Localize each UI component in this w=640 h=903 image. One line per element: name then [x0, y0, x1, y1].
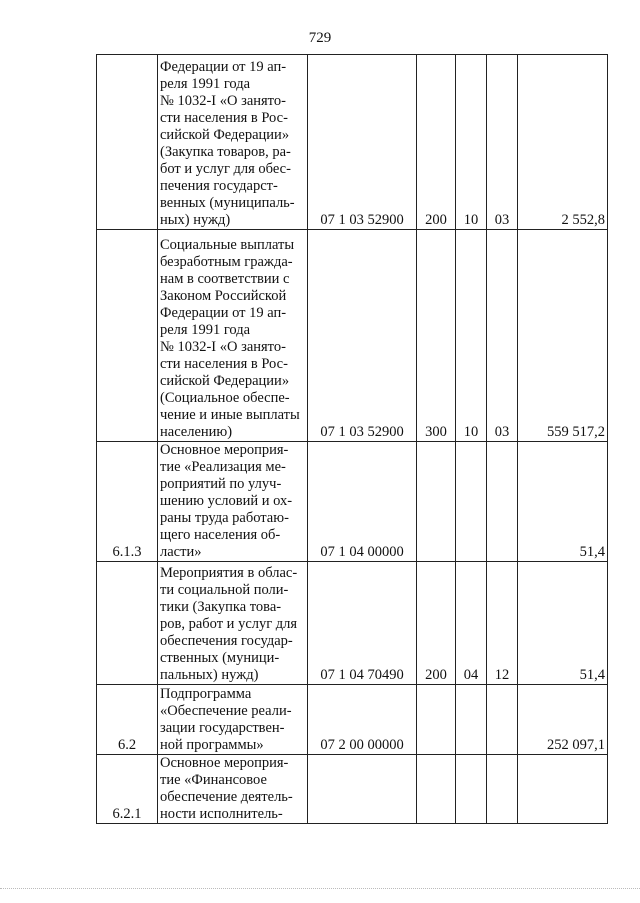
row-number: 6.2.1 — [97, 755, 158, 824]
table-row — [97, 562, 608, 685]
expense-type-code: 300 — [417, 230, 456, 442]
target-article-code: 07 1 04 70490 — [308, 562, 417, 685]
section-code: 10 — [456, 55, 487, 230]
section-code: 04 — [456, 562, 487, 685]
table-row — [97, 442, 608, 562]
expense-type-code — [417, 685, 456, 755]
row-number: 6.1.3 — [97, 442, 158, 562]
amount — [518, 755, 608, 824]
row-description: Мероприятия в облас- ти социальной поли- тики (Закупка това- ров, работ и услуг для обеспечения государ- ственных (муници- пальных) нужд) — [158, 562, 308, 685]
amount: 559 517,2 — [518, 230, 608, 442]
row-description: Подпрограмма «Обеспечение реали- зации государствен- ной программы» — [158, 685, 308, 755]
amount: 252 097,1 — [518, 685, 608, 755]
row-number — [97, 230, 158, 442]
subsection-code: 12 — [487, 562, 518, 685]
amount: 51,4 — [518, 442, 608, 562]
table-row — [97, 685, 608, 755]
row-number: 6.2 — [97, 685, 158, 755]
subsection-code — [487, 685, 518, 755]
section-code — [456, 442, 487, 562]
amount: 2 552,8 — [518, 55, 608, 230]
subsection-code: 03 — [487, 55, 518, 230]
target-article-code: 07 1 04 00000 — [308, 442, 417, 562]
section-code — [456, 685, 487, 755]
expense-type-code — [417, 755, 456, 824]
target-article-code — [308, 755, 417, 824]
table-row — [97, 55, 608, 230]
section-code: 10 — [456, 230, 487, 442]
target-article-code: 07 1 03 52900 — [308, 230, 417, 442]
expense-type-code: 200 — [417, 562, 456, 685]
row-number — [97, 55, 158, 230]
row-description: Основное мероприя- тие «Финансовое обеспечение деятель- ности исполнитель- — [158, 755, 308, 824]
subsection-code — [487, 755, 518, 824]
subsection-code — [487, 442, 518, 562]
target-article-code: 07 2 00 00000 — [308, 685, 417, 755]
table-row — [97, 755, 608, 824]
row-description: Федерации от 19 ап- реля 1991 года № 1032-I «О занято- сти населения в Рос- сийской Федерации» (Закупка товаров, ра- бот и услуг для обес- печения государст- венных (муниципаль- ных) нужд) — [158, 55, 308, 230]
row-description: Социальные выплаты безработным гражда- нам в соответствии с Законом Российской Федерации от 19 ап- реля 1991 года № 1032-I «О занято- сти населения в Рос- сийской Федерации» (Социальное обеспе- чение и иные выплаты населению) — [158, 230, 308, 442]
amount: 51,4 — [518, 562, 608, 685]
scan-edge-divider — [0, 888, 640, 889]
table-row — [97, 230, 608, 442]
page-number: 729 — [308, 30, 332, 46]
row-number — [97, 562, 158, 685]
budget-table — [96, 54, 608, 824]
section-code — [456, 755, 487, 824]
subsection-code: 03 — [487, 230, 518, 442]
target-article-code: 07 1 03 52900 — [308, 55, 417, 230]
expense-type-code: 200 — [417, 55, 456, 230]
row-description: Основное мероприя- тие «Реализация ме- роприятий по улуч- шению условий и ох- раны труда работаю- щего населения об- ласти» — [158, 442, 308, 562]
expense-type-code — [417, 442, 456, 562]
